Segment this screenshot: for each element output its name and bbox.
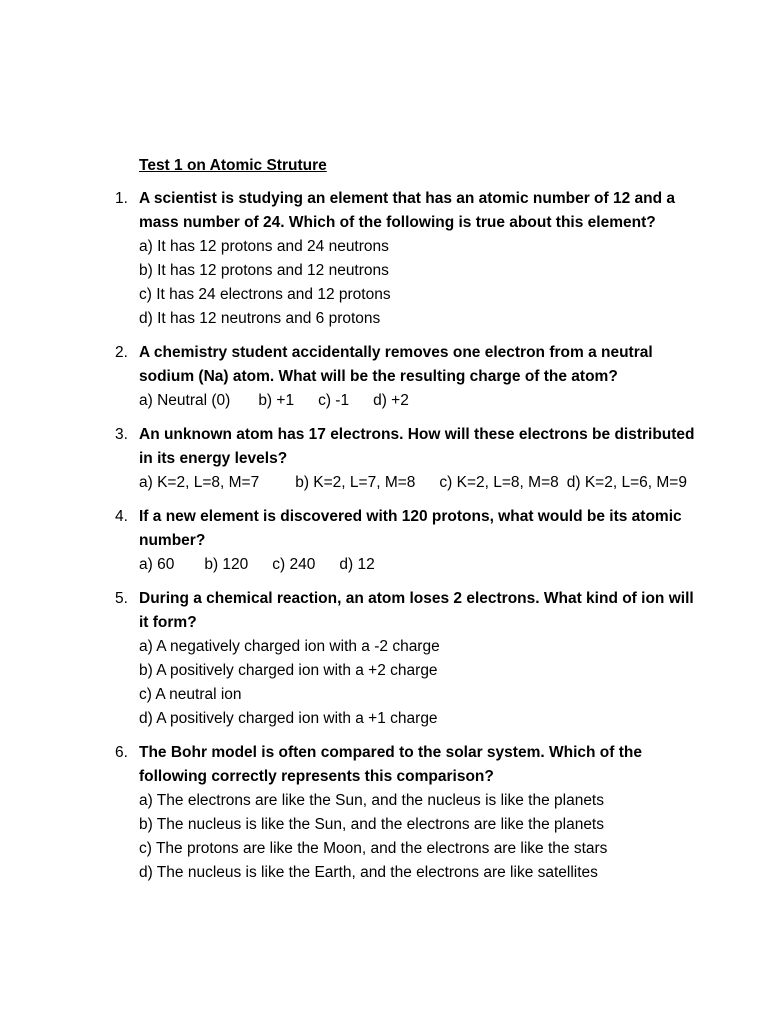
option-b: b) The nucleus is like the Sun, and the electrons are like the planets [139, 816, 604, 833]
option-c: c) K=2, L=8, M=8 [439, 474, 559, 491]
question-number: 2. [115, 344, 128, 361]
option-d: d) 12 [339, 556, 375, 573]
option-d: d) +2 [373, 392, 409, 409]
question-6 [115, 741, 699, 885]
option-b: b) It has 12 protons and 12 neutrons [139, 262, 389, 279]
question-2 [115, 341, 699, 413]
question-number: 1. [115, 190, 128, 207]
option-a: a) 60 [139, 556, 175, 573]
option-a: a) K=2, L=8, M=7 [139, 474, 260, 491]
question-text: If a new element is discovered with 120 protons, what would be its atomic number? [139, 508, 682, 549]
question-3 [115, 423, 699, 495]
options-row [139, 389, 699, 413]
question-text: An unknown atom has 17 electrons. How will these electrons be distributed in its energy levels? [139, 426, 695, 467]
question-5 [115, 587, 699, 731]
option-c: c) -1 [318, 392, 350, 409]
option-b: b) +1 [258, 392, 295, 409]
option-c: c) It has 24 electrons and 12 protons [139, 286, 391, 303]
question-number: 3. [115, 426, 128, 443]
option-c: c) The protons are like the Moon, and the electrons are like the stars [139, 840, 608, 857]
options-row [139, 553, 699, 577]
option-b: b) 120 [204, 556, 249, 573]
question-text: A chemistry student accidentally removes one electron from a neutral sodium (Na) atom. What will be the resulting charge of the atom? [139, 344, 653, 385]
question-text: The Bohr model is often compared to the solar system. Which of the following correctly represents this comparison? [139, 744, 642, 785]
option-b: b) A positively charged ion with a +2 charge [139, 662, 438, 679]
question-4 [115, 505, 699, 577]
option-d: d) K=2, L=6, M=9 [566, 474, 687, 491]
option-b: b) K=2, L=7, M=8 [295, 474, 416, 491]
option-a: a) It has 12 protons and 24 neutrons [139, 238, 389, 255]
option-d: d) The nucleus is like the Earth, and the electrons are like satellites [139, 864, 598, 881]
option-c: c) A neutral ion [139, 686, 242, 703]
option-d: d) It has 12 neutrons and 6 protons [139, 310, 381, 327]
option-d: d) A positively charged ion with a +1 charge [139, 710, 438, 727]
question-text: During a chemical reaction, an atom loses 2 electrons. What kind of ion will it form? [139, 590, 694, 631]
option-a: a) The electrons are like the Sun, and the nucleus is like the planets [139, 792, 604, 809]
option-a: a) Neutral (0) [139, 392, 231, 409]
options-row [139, 471, 699, 495]
question-number: 4. [115, 508, 128, 525]
question-number: 5. [115, 590, 128, 607]
option-c: c) 240 [272, 556, 316, 573]
option-a: a) A negatively charged ion with a -2 charge [139, 638, 440, 655]
question-text: A scientist is studying an element that has an atomic number of 12 and a mass number of 24. Which of the following is true about this element? [139, 190, 676, 231]
question-1 [115, 187, 699, 331]
document-title: Test 1 on Atomic Struture [139, 157, 327, 174]
question-list [115, 187, 699, 895]
question-number: 6. [115, 744, 128, 761]
